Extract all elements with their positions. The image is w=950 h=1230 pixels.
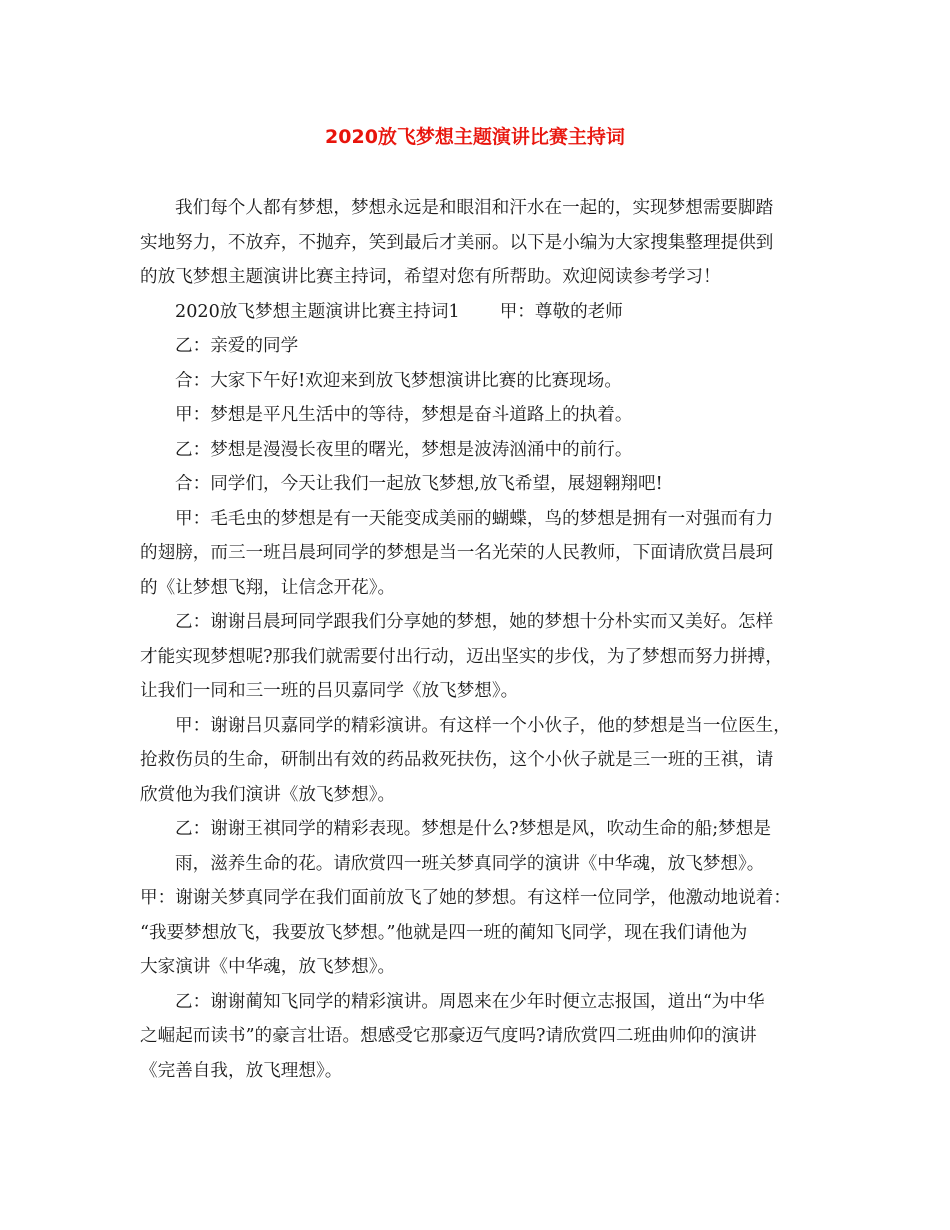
- dialogue-line: 乙：谢谢吕晨珂同学跟我们分享她的梦想，她的梦想十分朴实而又美好。怎样: [175, 612, 774, 632]
- paragraph-line: 的放飞梦想主题演讲比赛主持词，希望对您有所帮助。欢迎阅读参考学习！: [140, 267, 721, 287]
- heading-line: [140, 295, 820, 330]
- dialogue-line: 甲：尊敬的老师: [499, 301, 623, 322]
- dialogue-line: 抢救伤员的生命，研制出有效的药品救死扶伤，这个小伙子就是三一班的王祺，请: [140, 750, 774, 770]
- dialogue-line: 《完善自我，放飞理想》。: [140, 1060, 343, 1081]
- dialogue-line: 甲：谢谢关梦真同学在我们面前放飞了她的梦想。有这样一位同学，他激动地说着：: [140, 888, 791, 908]
- dialogue-line: 让我们一同和三一班的吕贝嘉同学《放飞梦想》。: [140, 681, 519, 701]
- dialogue-line: 欣赏他为我们演讲《放飞梦想》。: [140, 784, 396, 805]
- paragraph-line: 实地努力，不放弃，不抛弃，笑到最后才美丽。以下是小编为大家搜集整理提供到: [140, 232, 774, 253]
- dialogue-line: 乙：梦想是漫漫长夜里的曙光，梦想是波涛汹涌中的前行。: [175, 439, 633, 460]
- dialogue-line: 的《让梦想飞翔，让信念开花》。: [140, 577, 396, 598]
- dialogue-line: 乙：谢谢蔺知飞同学的精彩演讲。周恩来在少年时便立志报国，道出“为中华: [175, 991, 765, 1012]
- dialogue-line: 乙：亲爱的同学: [175, 336, 299, 356]
- dialogue-line: 合：同学们，今天让我们一起放飞梦想,放飞希望，展翅翱翔吧!: [175, 474, 663, 494]
- document-title: 2020放飞梦想主题演讲比赛主持词: [325, 126, 625, 148]
- dialogue-line: 的翅膀，而三一班吕晨珂同学的梦想是当一名光荣的人民教师，下面请欣赏吕晨珂: [140, 543, 774, 563]
- dialogue-line: 甲：谢谢吕贝嘉同学的精彩演讲。有这样一个小伙子，他的梦想是当一位医生，: [175, 715, 791, 736]
- dialogue-line: 甲：梦想是平凡生活中的等待，梦想是奋斗道路上的执着。: [175, 405, 633, 425]
- dialogue-line: 才能实现梦想呢?那我们就需要付出行动，迈出坚实的步伐，为了梦想而努力拼搏，: [140, 646, 783, 667]
- dialogue-line: 之崛起而读书”的豪言壮语。想感受它那豪迈气度吗?请欣赏四二班曲帅仰的演讲: [140, 1026, 757, 1046]
- dialogue-line: 乙：谢谢王祺同学的精彩表现。梦想是什么?梦想是风，吹动生命的船;梦想是: [175, 819, 771, 839]
- dialogue-line: 大家演讲《中华魂，放飞梦想》。: [140, 957, 396, 977]
- dialogue-line: 合：大家下午好!欢迎来到放飞梦想演讲比赛的比赛现场。: [175, 370, 622, 391]
- document-body: [140, 191, 820, 1088]
- dialogue-line: 雨，滋养生命的花。请欣赏四一班关梦真同学的演讲《中华魂，放飞梦想》。: [175, 853, 765, 874]
- paragraph-line: 我们每个人都有梦想，梦想永远是和眼泪和汗水在一起的，实现梦想需要脚踏: [175, 198, 774, 218]
- dialogue-line: “我要梦想放飞，我要放飞梦想。”他就是四一班的蔺知飞同学，现在我们请他为: [140, 922, 748, 943]
- dialogue-line: 甲：毛毛虫的梦想是有一天能变成美丽的蝴蝶，鸟的梦想是拥有一对强而有力: [175, 508, 774, 529]
- section-heading: 2020放飞梦想主题演讲比赛主持词1: [175, 301, 460, 322]
